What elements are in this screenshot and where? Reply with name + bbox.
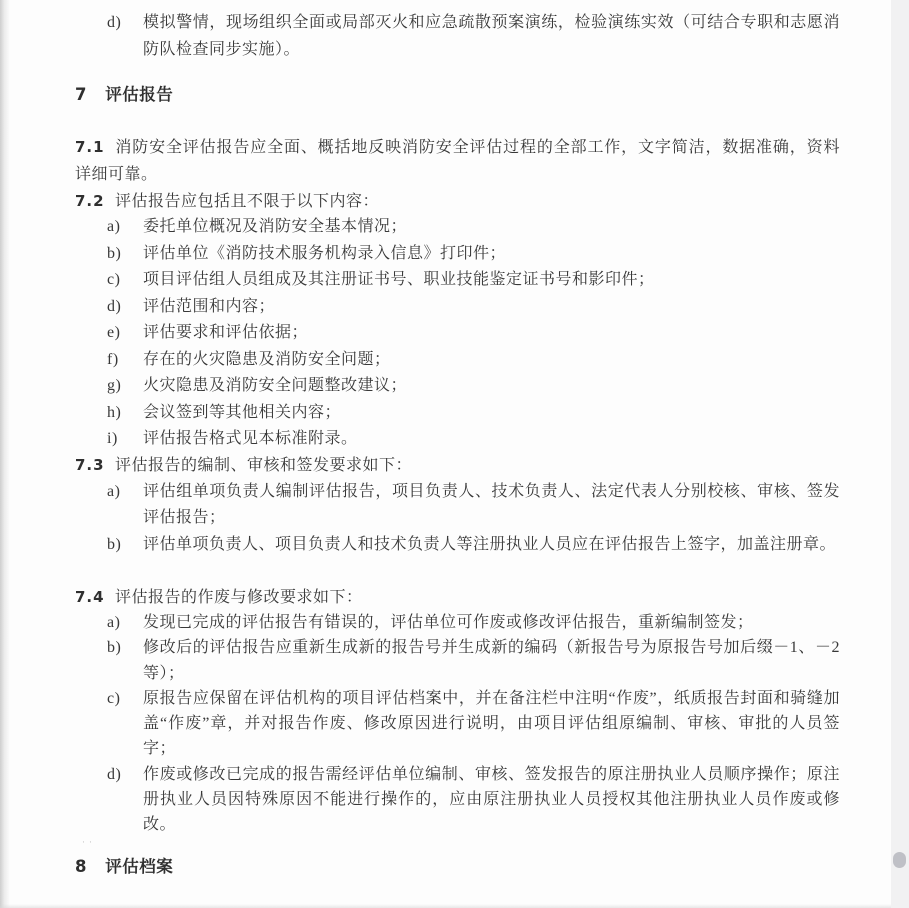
- list-item: [75, 635, 840, 686]
- list-item-label: b): [107, 639, 122, 657]
- clause-7-4-list: [75, 610, 840, 838]
- scrollbar-track[interactable]: [891, 0, 909, 908]
- list-item: [75, 214, 840, 241]
- section-number: 7: [75, 85, 87, 104]
- scan-artifact: ··: [82, 837, 96, 847]
- list-item-text: 存在的火灾隐患及消防安全问题；: [143, 350, 391, 368]
- list-item-label: i): [107, 430, 118, 447]
- list-item-label: d): [107, 765, 122, 783]
- clause-7-3-list: [75, 479, 840, 558]
- list-item: [75, 267, 840, 294]
- list-item-text: 评估组单项负责人编制评估报告，项目负责人、技术负责人、法定代表人分别校核、审核、签发评估报告；: [143, 483, 840, 527]
- list-item-label: d): [107, 14, 122, 31]
- clause-text: 消防安全评估报告应全面、概括地反映消防安全评估过程的全部工作，文字简洁，数据准确，资料详细可靠。: [75, 139, 840, 183]
- list-item: [75, 294, 840, 321]
- list-item: [75, 400, 840, 427]
- list-item-text: 评估报告格式见本标准附录。: [143, 430, 358, 447]
- list-item-label: g): [107, 377, 122, 394]
- list-item-text: 评估范围和内容；: [143, 297, 276, 315]
- page-edge-shadow: [0, 0, 10, 908]
- section-number: 8: [75, 857, 87, 876]
- clause-text: 评估报告的作废与修改要求如下：: [115, 589, 363, 606]
- list-item-text: 会议签到等其他相关内容；: [143, 403, 342, 421]
- list-item-label: e): [107, 324, 121, 341]
- list-item-text: 原报告应保留在评估机构的项目评估档案中，并在备注栏中注明“作废”，纸质报告封面和骑缝加盖“作废”章，并对报告作废、修改原因进行说明，由项目评估组原编制、审核、审批的人员签字；: [143, 689, 840, 758]
- list-item-label: c): [107, 271, 121, 288]
- list-item-text: 作废或修改已完成的报告需经评估单位编制、审核、签发报告的原注册执业人员顺序操作；原注册执业人员因特殊原因不能进行操作的，应由原注册执业人员授权其他注册执业人员作废或修改。: [143, 765, 840, 834]
- list-item-label: b): [107, 244, 122, 262]
- list-item-text: 火灾隐患及消防安全问题整改建议；: [143, 377, 408, 394]
- list-item: [75, 320, 840, 347]
- section-title: 评估报告: [105, 85, 174, 104]
- list-item-label: a): [107, 614, 121, 631]
- list-item-text: 评估要求和评估依据；: [143, 324, 309, 341]
- list-item: [75, 347, 840, 374]
- clause-7-4: [75, 584, 840, 611]
- list-item: [75, 686, 840, 762]
- section-8-heading: [75, 853, 840, 877]
- page-bottom-shadow: [0, 904, 891, 908]
- clause-7-1: [75, 134, 840, 188]
- clause-number: 7.1: [75, 138, 105, 156]
- clause-7-3: [75, 452, 840, 479]
- list-item: [75, 762, 840, 838]
- clause-7-2-list: [75, 214, 840, 453]
- list-item: [75, 532, 840, 558]
- list-item-text: 模拟警情，现场组织全面或局部灭火和应急疏散预案演练，检验演练实效（可结合专职和志愿消防队检查同步实施）。: [143, 14, 840, 58]
- list-item: [75, 479, 840, 532]
- section-7-heading: [75, 81, 840, 105]
- clause-number: 7.4: [75, 588, 105, 606]
- list-item-text: 发现已完成的评估报告有错误的，评估单位可作废或修改评估报告，重新编制签发；: [143, 614, 754, 631]
- list-item-text: 评估单位《消防技术服务机构录入信息》打印件；: [143, 244, 507, 262]
- list-item: [75, 241, 840, 268]
- list-item: [75, 610, 840, 635]
- list-item-prev-d: [75, 9, 840, 63]
- list-item-label: a): [107, 218, 121, 235]
- list-item-label: f): [107, 350, 119, 368]
- list-item: [75, 426, 840, 453]
- clause-7-2: [75, 188, 840, 215]
- clause-number: 7.2: [75, 192, 105, 210]
- list-item: [75, 373, 840, 400]
- list-item-label: c): [107, 689, 121, 707]
- list-item-text: 修改后的评估报告应重新生成新的报告号并生成新的编码（新报告号为原报告号加后缀－1、－2 等）；: [143, 639, 840, 682]
- clause-text: 评估报告应包括且不限于以下内容：: [115, 193, 380, 210]
- list-item-label: b): [107, 535, 122, 553]
- section-title: 评估档案: [105, 857, 174, 876]
- clause-number: 7.3: [75, 456, 105, 474]
- list-item-text: 委托单位概况及消防安全基本情况；: [143, 218, 408, 235]
- list-item-text: 项目评估组人员组成及其注册证书号、职业技能鉴定证书号和影印件；: [143, 271, 655, 288]
- list-item-label: a): [107, 483, 121, 500]
- clause-text: 评估报告的编制、审核和签发要求如下：: [115, 457, 413, 474]
- list-item-text: 评估单项负责人、项目负责人和技术负责人等注册执业人员应在评估报告上签字，加盖注册章。: [143, 535, 837, 553]
- list-item-label: d): [107, 297, 122, 315]
- scrollbar-thumb[interactable]: [893, 852, 906, 868]
- list-item-label: h): [107, 403, 122, 421]
